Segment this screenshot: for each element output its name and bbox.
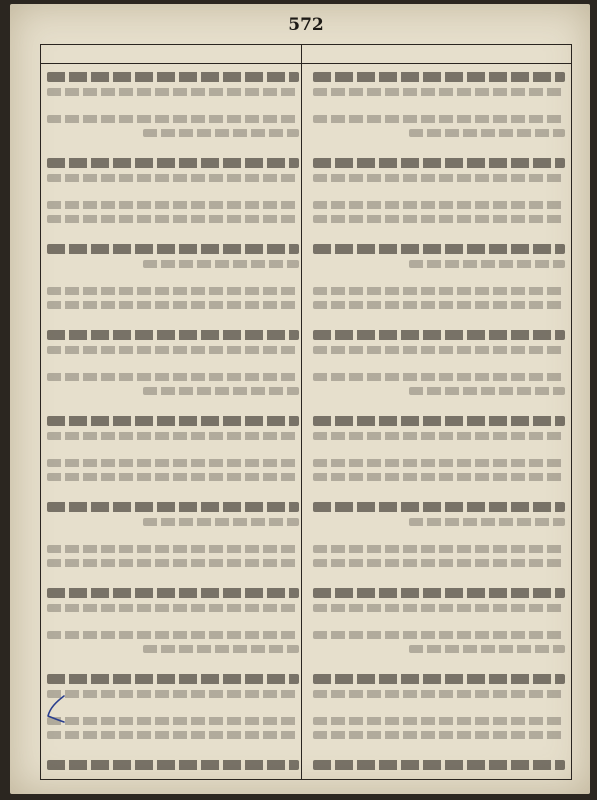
entry-text-lines (47, 588, 299, 626)
column-header-left (41, 45, 306, 63)
entry-text-lines (313, 72, 565, 110)
page-frame (40, 44, 572, 780)
entry-text-lines (313, 760, 565, 775)
entry-text-lines (313, 588, 565, 626)
entry-text-lines (47, 717, 299, 755)
entry-text-lines (47, 674, 299, 712)
entry-text-lines (313, 631, 565, 669)
entry-text-lines (47, 158, 299, 196)
dictionary-page (10, 4, 590, 794)
entry-text-lines (47, 416, 299, 454)
entry-text-lines (47, 287, 299, 325)
entry-text-lines (313, 545, 565, 583)
entry-text-lines (47, 459, 299, 497)
entry-text-lines (313, 287, 565, 325)
column-divider (301, 45, 302, 779)
entry-text-lines (47, 545, 299, 583)
column-headers (41, 45, 571, 64)
entry-text-lines (313, 459, 565, 497)
entry-text-lines (47, 244, 299, 282)
entry-text-lines (47, 502, 299, 540)
entry-text-lines (313, 416, 565, 454)
entry-text-lines (47, 760, 299, 775)
entry-text-lines (313, 201, 565, 239)
entry-text-lines (313, 244, 565, 282)
entry-text-lines (313, 502, 565, 540)
entry-text-lines (47, 72, 299, 110)
entry-text-lines (47, 631, 299, 669)
page-number: 572 (288, 15, 324, 35)
entry-text-lines (313, 717, 565, 755)
entry-text-lines (47, 373, 299, 411)
column-header-right (306, 45, 571, 63)
right-column (313, 67, 565, 775)
entry-text-lines (47, 115, 299, 153)
entry-text-lines (313, 115, 565, 153)
entry-text-lines (47, 330, 299, 368)
running-head (40, 14, 572, 36)
entry-text-lines (313, 674, 565, 712)
entry-text-lines (313, 373, 565, 411)
entry-text-lines (47, 201, 299, 239)
left-column (47, 67, 299, 775)
entry-text-lines (313, 158, 565, 196)
pen-margin-mark (44, 694, 68, 724)
entry-text-lines (313, 330, 565, 368)
